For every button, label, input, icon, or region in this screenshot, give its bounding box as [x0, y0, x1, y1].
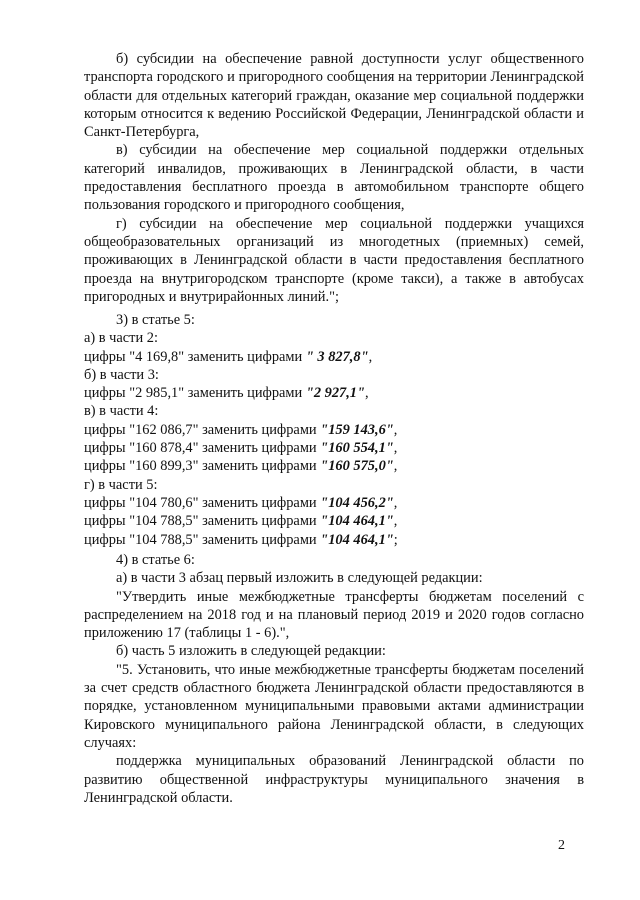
- replacement-line: [84, 439, 584, 457]
- replacement-old-text: цифры "104 788,5" заменить цифрами: [84, 513, 321, 530]
- replacement-punctuation: ,: [368, 348, 373, 365]
- page-number: 2: [558, 838, 565, 853]
- replacement-punctuation: ,: [393, 513, 398, 530]
- replacement-new-value: " 3 827,8": [305, 348, 369, 365]
- replacement-old-text: цифры "162 086,7" заменить цифрами: [84, 421, 321, 438]
- replacement-line: [84, 348, 584, 366]
- replacement-new-value: "160 554,1": [320, 440, 394, 457]
- paragraph-g: г) субсидии на обеспечение мер социальной поддержки учащихся общеобразовательных организаций из многодетных (приемных) семей, проживающих в Ленинградской области в части предоставления бесплатного проезда на внутригородском транспорте (кроме такси), а также в автобусах пригородных и внутрирайонных линий.";: [84, 215, 584, 305]
- replacement-punctuation: ,: [393, 440, 398, 457]
- article-6-item-a-text: "Утвердить иные межбюджетные трансферты бюджетам поселений с распределением на 2018 год и на плановый период 2019 и 2020 годов согласно приложению 17 (таблицы 1 - 6).",: [84, 588, 584, 642]
- replacement-new-value: "104 456,2": [320, 494, 394, 511]
- part-5-label: г) в части 5:: [84, 476, 158, 493]
- replacement-old-text: цифры "104 788,5" заменить цифрами: [84, 531, 321, 548]
- replacement-line: [84, 384, 584, 402]
- article-6-item-a: а) в части 3 абзац первый изложить в следующей редакции:: [116, 570, 483, 587]
- article-6-section: [84, 551, 584, 807]
- replacement-new-value: "104 464,1": [320, 531, 394, 548]
- paragraph-v: в) субсидии на обеспечение мер социальной поддержки отдельных категорий инвалидов, проживающих в Ленинградской области, в части предоставления бесплатного проезда в автомобильном транспорте общего пользования городского и пригородного сообщения,: [84, 142, 584, 214]
- article-6-heading: 4) в статье 6:: [116, 552, 195, 568]
- replacement-line: [84, 457, 584, 475]
- replacement-punctuation: ;: [393, 531, 398, 548]
- part-4-lines: [84, 421, 584, 476]
- replacement-line: [84, 494, 584, 512]
- article-5-section: [84, 311, 584, 549]
- article-5-heading: 3) в статье 5:: [116, 312, 195, 328]
- article-6-item-b: б) часть 5 изложить в следующей редакции:: [116, 643, 386, 660]
- replacement-new-value: "159 143,6": [320, 421, 394, 438]
- replacement-line: [84, 421, 584, 439]
- subsidy-list: [84, 50, 584, 306]
- replacement-old-text: цифры "160 899,3" заменить цифрами: [84, 458, 321, 475]
- part-2-lines: [84, 348, 584, 366]
- replacement-punctuation: ,: [393, 494, 398, 511]
- replacement-old-text: цифры "160 878,4" заменить цифрами: [84, 440, 321, 457]
- part-2-label: а) в части 2:: [84, 330, 158, 347]
- part-3-label: б) в части 3:: [84, 366, 159, 383]
- article-6-item-b-text: "5. Установить, что иные межбюджетные трансферты бюджетам поселений за счет средств областного бюджета Ленинградской области предоставляются в порядке, установленном муниципальными правовыми актами администрации Кировского муниципального района Ленинградской области, в следующих случаях:: [84, 661, 584, 751]
- part-4-label: в) в части 4:: [84, 403, 159, 420]
- replacement-new-value: "104 464,1": [320, 513, 394, 530]
- replacement-new-value: "2 927,1": [305, 385, 365, 402]
- replacement-line: [84, 512, 584, 530]
- replacement-line: [84, 531, 584, 549]
- replacement-old-text: цифры "104 780,6" заменить цифрами: [84, 494, 321, 511]
- article-6-item-b-text-2: поддержка муниципальных образований Ленинградской области по развитию общественной инфраструктуры муниципального значения в Ленинградской области.: [84, 753, 584, 806]
- part-3-lines: [84, 384, 584, 402]
- replacement-old-text: цифры "4 169,8" заменить цифрами: [84, 348, 306, 365]
- replacement-punctuation: ,: [365, 385, 369, 402]
- replacement-punctuation: ,: [393, 421, 398, 438]
- replacement-new-value: "160 575,0": [320, 458, 394, 475]
- part-5-lines: [84, 494, 584, 549]
- replacement-punctuation: ,: [393, 458, 398, 475]
- replacement-old-text: цифры "2 985,1" заменить цифрами: [84, 385, 306, 402]
- paragraph-b: б) субсидии на обеспечение равной доступности услуг общественного транспорта городского и пригородного сообщения на территории Ленинградской области для отдельных категорий граждан, оказание мер социальной поддержки которым относится к ведению Российской Федерации, Ленинградской области и Санкт-Петербурга,: [84, 51, 584, 141]
